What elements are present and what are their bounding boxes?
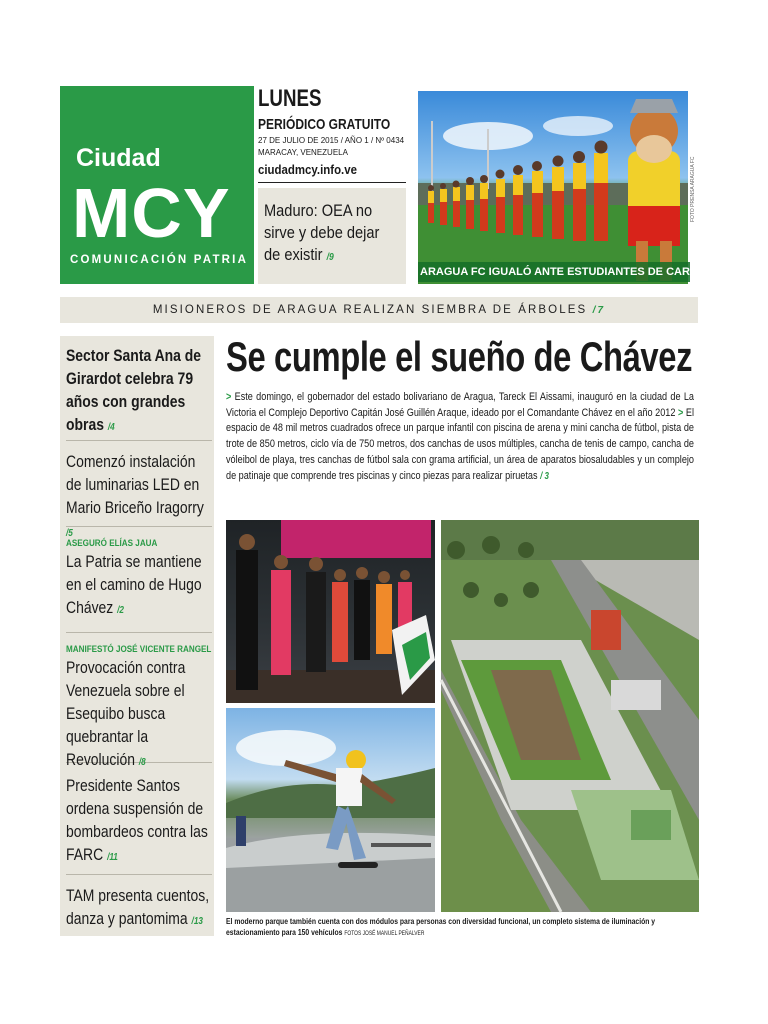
sidebar-kicker: MANIFESTÓ JOSÉ VICENTE RANGEL bbox=[66, 644, 212, 654]
sidebar-headline: Sector Santa Ana de Girardot celebra 79 años con grandes obras bbox=[66, 346, 202, 434]
banner-text: MISIONEROS DE ARAGUA REALIZAN SIEMBRA DE ÁRBOLES bbox=[152, 304, 588, 316]
edition-info bbox=[258, 86, 406, 183]
edition-location: MARACAY, VENEZUELA bbox=[258, 148, 348, 157]
main-headline[interactable]: Se cumple el sueño de Chávez bbox=[226, 333, 693, 380]
logo-block[interactable] bbox=[60, 86, 254, 284]
page-ref: /9 bbox=[326, 252, 334, 263]
page-ref: / 3 bbox=[540, 470, 549, 482]
sidebar-headline: Comenzó instalación de luminarias LED en Mario Briceño Iragorry bbox=[66, 452, 204, 517]
sidebar-item[interactable] bbox=[66, 644, 212, 769]
sidebar-item[interactable] bbox=[66, 774, 212, 875]
sidebar-headline: Provocación contra Venezuela sobre el Esequibo busca quebrantar la Revolución bbox=[66, 658, 186, 769]
logo-ciudad: Ciudad bbox=[76, 144, 161, 172]
caption-text: ARAGUA FC IGUALÓ ANTE ESTUDIANTES DE CARACAS bbox=[420, 266, 722, 278]
sidebar-headline: Presidente Santos ordena suspensión de bombardeos contra las FARC bbox=[66, 776, 208, 864]
teaser-text: Maduro: OEA no sirve y debe dejar de existir bbox=[264, 201, 380, 264]
logo-mcy: MCY bbox=[72, 174, 231, 252]
sidebar-headline: TAM presenta cuentos, danza y pantomima bbox=[66, 886, 210, 928]
lead-paragraph bbox=[226, 390, 694, 484]
page-ref: /4 bbox=[107, 422, 115, 433]
event-photo-art bbox=[226, 520, 435, 703]
edition-day: LUNES bbox=[258, 85, 322, 112]
arrow-icon: > bbox=[226, 391, 232, 403]
lead-text-2: El espacio de 48 mil metros cuadrados ofrece un parque infantil con piscina de arena y mini cancha de fútbol, pista de trote de 850 metros, ciclo vía de 750 metros, dos canchas de usos múltiples, cancha de tenis de campo, cancha de vóleibol de playa, tres canchas de fútbol sala con grama artificial, un área de aparatos biosaludables y un complejo de patinaje que comprende tres piscinas y cinco piezas para realizar piruetas bbox=[226, 406, 694, 482]
logo-tagline: COMUNICACIÓN PATRIA bbox=[70, 254, 249, 266]
page-ref: /8 bbox=[138, 757, 146, 768]
skater-photo[interactable] bbox=[226, 708, 435, 912]
lead-text-1: Este domingo, el gobernador del estado bolivariano de Aragua, Tareck El Aissami, inauguró en la ciudad de La Victoria el Complejo Deportivo Capitán José Guillén Araque, ideado por el Comandante Chávez en el año 2012 bbox=[226, 391, 694, 419]
sidebar-item[interactable] bbox=[66, 538, 212, 633]
aerial-photo-art bbox=[441, 520, 699, 912]
sidebar-item[interactable] bbox=[66, 884, 212, 932]
banner-headline[interactable] bbox=[60, 297, 698, 323]
skater-photo-art bbox=[226, 708, 435, 912]
football-photo-art bbox=[418, 91, 688, 284]
teaser-maduro[interactable] bbox=[258, 188, 406, 284]
sidebar bbox=[60, 336, 214, 936]
event-photo[interactable] bbox=[226, 520, 435, 703]
photo-caption[interactable] bbox=[418, 262, 740, 282]
aerial-photo[interactable] bbox=[441, 520, 699, 912]
page-ref: /2 bbox=[117, 605, 124, 616]
page-ref: /11 bbox=[107, 852, 118, 863]
edition-date: 27 DE JULIO DE 2015 / AÑO 1 / Nº 0434 bbox=[258, 136, 405, 145]
photo-credit: FOTO PRENSA ARAGUA FC bbox=[690, 156, 696, 222]
edition-free-label: PERIÓDICO GRATUITO bbox=[258, 116, 391, 133]
divider bbox=[258, 182, 406, 183]
sidebar-item[interactable] bbox=[66, 450, 212, 539]
caption-page: /15 bbox=[724, 266, 740, 278]
page-ref: /5 bbox=[66, 528, 73, 539]
photo-credit: FOTOS JOSÉ MANUEL PEÑALVER bbox=[344, 931, 425, 937]
site-url[interactable]: ciudadmcy.info.ve bbox=[258, 162, 357, 177]
page-ref: /13 bbox=[191, 916, 203, 927]
football-photo[interactable] bbox=[418, 91, 688, 284]
sidebar-item[interactable] bbox=[66, 342, 212, 441]
caption-text: El moderno parque también cuenta con dos módulos para personas con diversidad funcional, un completo sistema de iluminación y estacionamiento para 150 vehículos bbox=[226, 916, 656, 937]
page-ref: /7 bbox=[592, 305, 606, 316]
arrow-icon: > bbox=[678, 406, 684, 419]
sidebar-headline: La Patria se mantiene en el camino de Hugo Chávez bbox=[66, 552, 202, 617]
sidebar-kicker: ASEGURÓ ELÍAS JAUA bbox=[66, 538, 158, 548]
photo-caption bbox=[226, 916, 669, 940]
